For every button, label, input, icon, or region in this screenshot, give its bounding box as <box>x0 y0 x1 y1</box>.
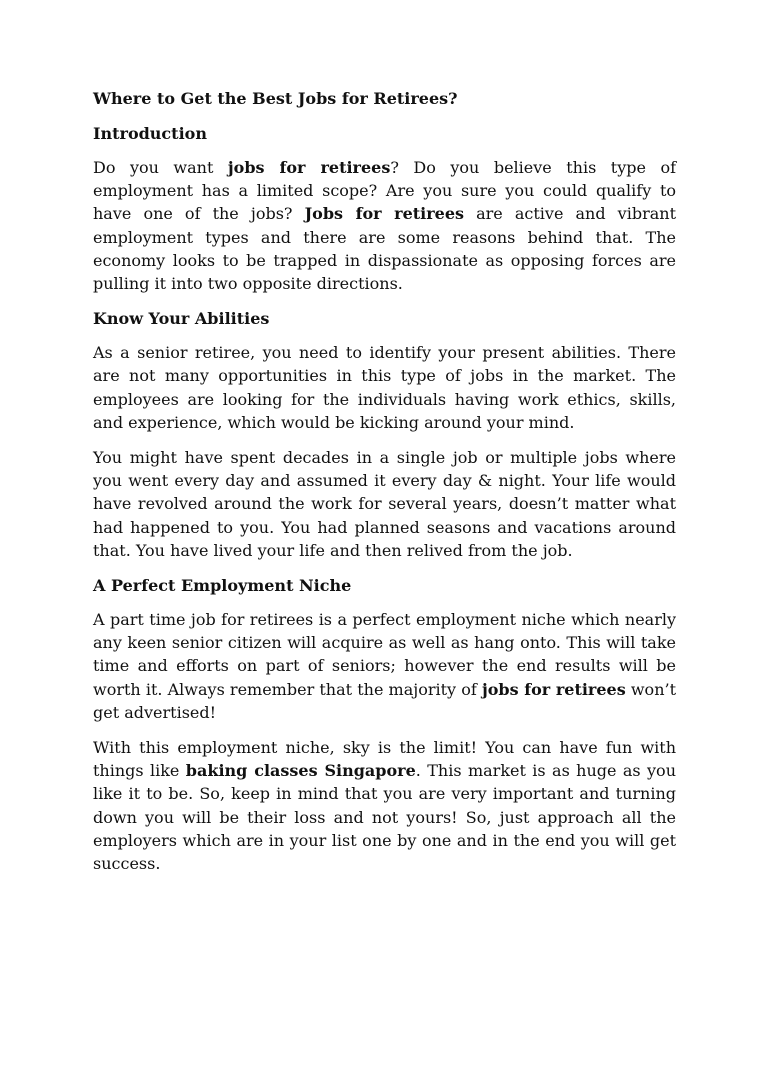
text-run: With this employment niche, sky is the limit! You can have fun with things like <box>93 738 676 781</box>
section-introduction <box>93 122 676 295</box>
section-heading: A Perfect Employment Niche <box>93 576 352 596</box>
text-run: won’t get advertised! <box>93 679 677 722</box>
bold-keyword: jobs for retirees <box>481 679 626 699</box>
text-run: ? Do you believe this type of employment has a limited scope? Are you sure you could qualify to have one of the jobs? <box>93 158 677 224</box>
text-run: . This market is as huge as you like it to be. So, keep in mind that you are very important and turning down you will be their loss and not yours! So, just approach all the employers which are in your list one by one and in the end you will get success. <box>93 761 676 874</box>
section-heading: Introduction <box>93 124 207 143</box>
section-perfect-employment-niche <box>93 574 676 875</box>
bold-keyword: jobs for retirees <box>227 158 391 177</box>
paragraph <box>93 156 676 295</box>
text-run: You might have spent decades in a single job or multiple jobs where you went every day and assumed it every day & night. Your life would have revolved around the work for several years, doesn’t matter what had happened to you. You had planned seasons and vacations around that. You have lived your life and then relived from the job. <box>93 448 676 560</box>
bold-keyword: baking classes Singapore <box>185 761 416 781</box>
section-know-your-abilities <box>93 307 676 562</box>
document-title: Where to Get the Best Jobs for Retirees? <box>93 89 458 108</box>
text-run: are active and vibrant employment types and there are some reasons behind that. The economy looks to be trapped in dispassionate as opposing forces are pulling it into two opposite directions. <box>93 204 676 294</box>
text-run: A part time job for retirees is a perfect employment niche which nearly any keen senior citizen will acquire as well as hang onto. This will take time and efforts on part of seniors; however the end results will be worth it. Always remember that the majority of <box>93 610 676 699</box>
paragraph <box>93 736 676 875</box>
text-run: As a senior retiree, you need to identify your present abilities. There are not many opportunities in this type of jobs in the market. The employees are looking for the individuals having work ethics, skills, and experience, which would be kicking around your mind. <box>93 343 676 432</box>
bold-keyword: Jobs for retirees <box>304 204 465 224</box>
text-run: Do you want <box>93 158 228 177</box>
paragraph <box>93 446 676 562</box>
section-heading: Know Your Abilities <box>93 309 270 329</box>
paragraph <box>93 608 676 724</box>
paragraph <box>93 341 676 434</box>
